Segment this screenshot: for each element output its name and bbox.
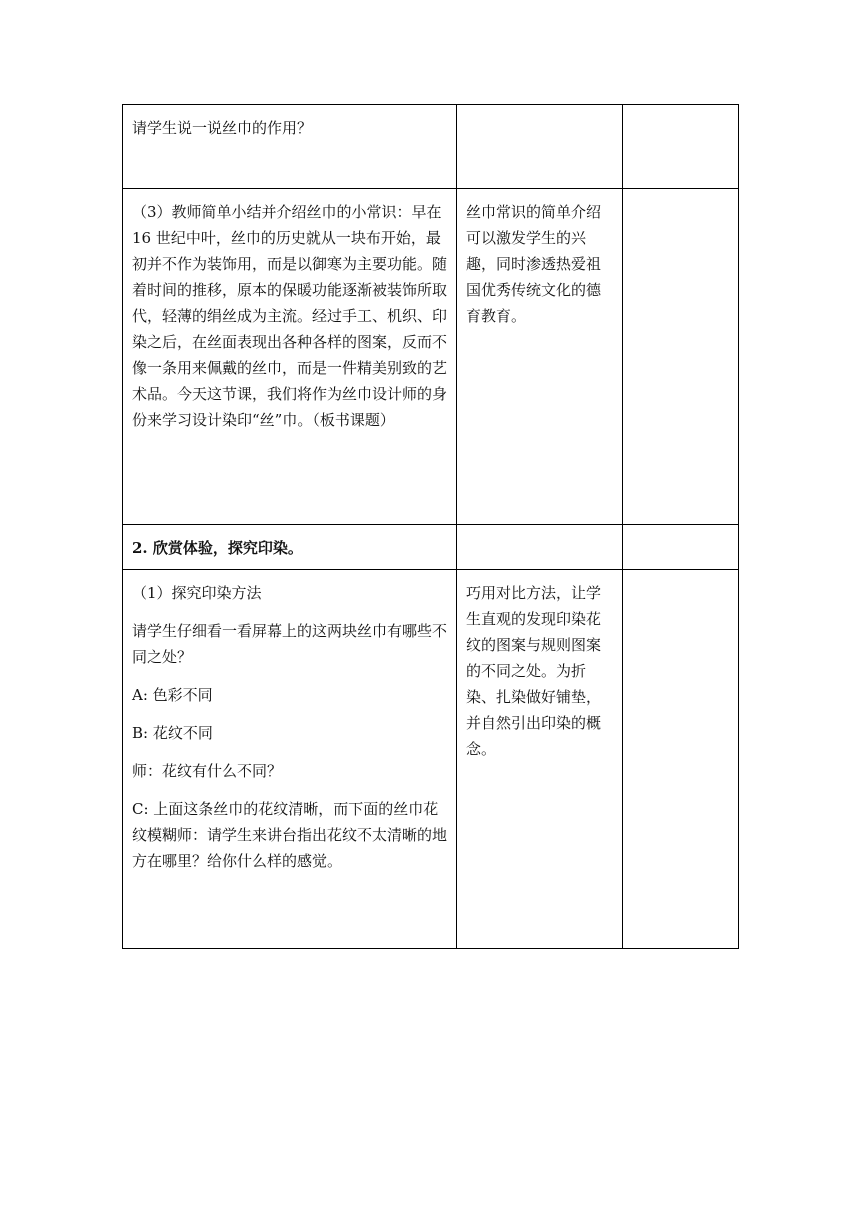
activity-cell	[123, 189, 457, 525]
section-heading: 2. 欣赏体验，探究印染。	[132, 539, 303, 557]
question-text: 请学生仔细看一看屏幕上的这两块丝巾有哪些不同之处？	[132, 622, 448, 666]
activity-text: （3）教师简单小结并介绍丝巾的小常识：早在 16 世纪中叶，丝巾的历史就从一块布开始，最初并不作为装饰用，而是以御寒为主要功能。随着时间的推移，原本的保暖功能逐渐被装饰所取代，轻薄的绢丝成为主流。经过手工、机织、印染之后，在丝面表现出各种各样的图案，反而不像一条用来佩戴的丝巾，而是一件精美别致的艺术品。今天这节课，我们将作为丝巾设计师的身份来学习设计染印“丝”巾。（板书课题）	[132, 203, 448, 429]
intent-cell	[457, 570, 623, 949]
extra-cell	[623, 189, 739, 525]
intent-text: 巧用对比方法，让学生直观的发现印染花纹的图案与规则图案的不同之处。为折染、扎染做好铺垫，并自然引出印染的概念。	[466, 584, 602, 758]
table-row	[123, 525, 739, 570]
lesson-plan-table	[122, 104, 739, 949]
section-heading-cell	[123, 525, 457, 570]
intent-cell	[457, 189, 623, 525]
intent-text: 丝巾常识的简单介绍可以激发学生的兴趣，同时渗透热爱祖国优秀传统文化的德育教育。	[466, 203, 602, 325]
table-row	[123, 189, 739, 525]
extra-cell	[623, 525, 739, 570]
intent-cell	[457, 525, 623, 570]
table-row	[123, 570, 739, 949]
teacher-question: 师：花纹有什么不同？	[132, 762, 283, 780]
table-row	[123, 105, 739, 189]
activity-text: 请学生说一说丝巾的作用？	[132, 119, 313, 137]
activity-cell	[123, 570, 457, 949]
activity-cell	[123, 105, 457, 189]
subsection-heading: （1）探究印染方法	[132, 584, 262, 602]
extra-cell	[623, 570, 739, 949]
answer-b: B: 花纹不同	[132, 724, 213, 742]
extra-cell	[623, 105, 739, 189]
answer-a: A: 色彩不同	[132, 686, 213, 704]
intent-cell	[457, 105, 623, 189]
answer-c: C: 上面这条丝巾的花纹清晰，而下面的丝巾花纹模糊师：请学生来讲台指出花纹不太清晰的地方在哪里？给你什么样的感觉。	[132, 800, 448, 870]
